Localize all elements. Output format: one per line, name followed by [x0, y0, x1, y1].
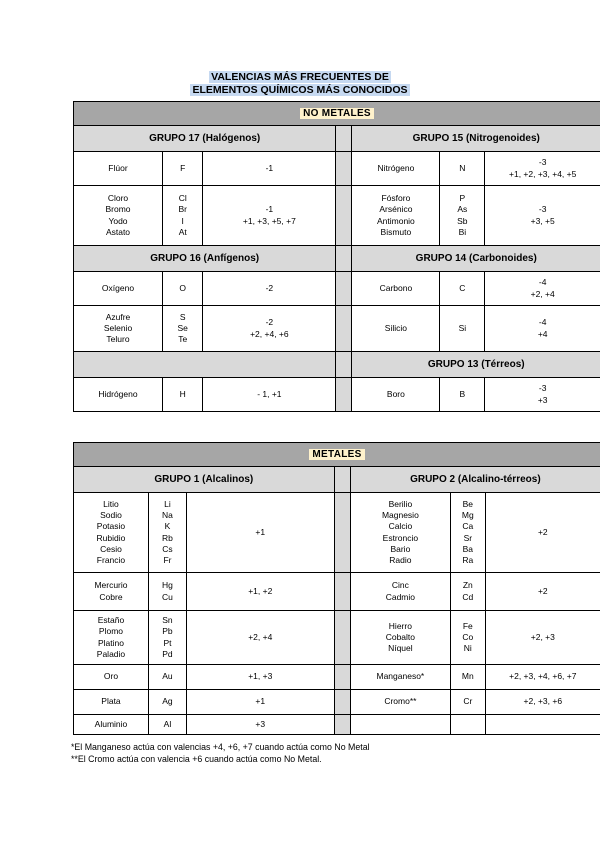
element-symbol-cell — [148, 665, 186, 690]
metales-table — [73, 442, 600, 735]
element-symbol-cell — [451, 573, 486, 611]
element-symbol-cell — [451, 493, 486, 573]
column-spacer — [336, 378, 352, 412]
footnotes — [71, 741, 370, 765]
element-name-cell — [352, 272, 440, 306]
element-symbol: Cr — [463, 696, 473, 707]
element-name: Hierro — [388, 620, 412, 631]
element-valence: -3 — [538, 383, 547, 394]
element-symbol-cell — [440, 186, 485, 246]
element-valence-cell — [186, 611, 334, 665]
element-symbol: Si — [458, 322, 467, 333]
element-symbol: At — [178, 226, 187, 237]
element-symbol: Pd — [162, 648, 173, 659]
element-valence-cell — [485, 690, 600, 715]
element-name: Carbono — [379, 282, 413, 293]
element-name: Magnesio — [381, 509, 419, 520]
element-name: Cinc — [391, 580, 409, 591]
title-line-1: VALENCIAS MÁS FRECUENTES DE — [211, 71, 389, 83]
element-row — [74, 306, 600, 352]
element-name: Rubidio — [96, 532, 126, 543]
element-valence: -3 — [538, 204, 547, 215]
group-header-right: GRUPO 13 (Térreos) — [352, 352, 600, 378]
element-name-cell — [74, 665, 149, 690]
element-name-cell — [352, 378, 440, 412]
element-valence: +2 — [537, 585, 548, 596]
element-valence: -4 — [538, 317, 547, 328]
element-name: Yodo — [108, 215, 128, 226]
element-name: Cobalto — [385, 631, 416, 642]
element-name-cell — [350, 665, 450, 690]
group-header-left: GRUPO 1 (Alcalinos) — [74, 467, 335, 493]
element-valence-cell — [485, 306, 600, 352]
element-valence-cell — [203, 272, 336, 306]
element-symbol: Li — [164, 498, 171, 509]
element-symbol: Rb — [162, 532, 173, 543]
column-spacer — [334, 467, 350, 493]
element-valence-cell — [203, 152, 336, 186]
element-valence: +4 — [537, 328, 548, 339]
element-name: Berilio — [388, 498, 413, 509]
element-valence-cell — [186, 573, 334, 611]
element-name: Potasio — [96, 521, 126, 532]
element-name: Plomo — [98, 626, 124, 637]
column-spacer — [334, 665, 350, 690]
element-valence-cell — [186, 715, 334, 735]
column-spacer — [334, 573, 350, 611]
section-header-row — [74, 102, 600, 126]
element-valence: +2, +3, +6 — [523, 696, 563, 707]
element-symbol-cell — [451, 715, 486, 735]
element-valence: -1 — [265, 204, 274, 215]
element-symbol: Cl — [178, 192, 187, 203]
footnote-cromo: **El Cromo actúa con valencia +6 cuando actúa como No Metal. — [71, 754, 322, 764]
group-header-row — [74, 126, 600, 152]
element-valence: -3 — [538, 157, 547, 168]
element-name-cell — [74, 573, 149, 611]
element-name: Estroncio — [382, 532, 419, 543]
element-symbol: Ra — [462, 555, 474, 566]
element-symbol: Ag — [162, 696, 173, 707]
column-spacer — [336, 126, 352, 152]
element-name: Platino — [97, 637, 124, 648]
title-line-2: ELEMENTOS QUÍMICOS MÁS CONOCIDOS — [192, 84, 408, 96]
element-row — [74, 665, 600, 690]
element-row — [74, 573, 600, 611]
element-name: Francio — [96, 555, 126, 566]
element-valence: -2 — [265, 317, 274, 328]
element-row — [74, 378, 600, 412]
element-name: Teluro — [106, 334, 130, 345]
element-symbol-cell — [162, 306, 202, 352]
element-symbol-cell — [148, 573, 186, 611]
element-valence: +1 — [255, 526, 266, 537]
element-valence: -4 — [538, 277, 547, 288]
element-row — [74, 272, 600, 306]
element-symbol: Te — [178, 334, 188, 345]
element-name: Níquel — [388, 643, 413, 654]
element-symbol-cell — [148, 690, 186, 715]
group-header-left: GRUPO 16 (Anfígenos) — [74, 246, 336, 272]
element-symbol: Au — [162, 671, 173, 682]
element-symbol: F — [180, 162, 186, 173]
element-valence: +1, +2 — [248, 585, 273, 596]
column-spacer — [336, 272, 352, 306]
element-name: Paladio — [96, 648, 126, 659]
element-name: Bario — [390, 543, 411, 554]
element-name-cell — [74, 611, 149, 665]
element-valence-cell — [485, 186, 600, 246]
element-name-cell — [352, 186, 440, 246]
section-header-row — [74, 443, 600, 467]
element-symbol-cell — [451, 611, 486, 665]
element-valence: - 1, +1 — [257, 388, 282, 399]
element-symbol-cell — [440, 152, 485, 186]
element-name: Boro — [386, 388, 405, 399]
element-name: Cobre — [99, 591, 123, 602]
element-name-cell — [74, 152, 163, 186]
element-name: Flúor — [108, 162, 128, 173]
element-symbol: P — [459, 192, 466, 203]
element-name-cell — [74, 378, 163, 412]
element-valence-cell — [203, 306, 336, 352]
element-symbol-cell — [440, 378, 485, 412]
element-name-cell — [350, 573, 450, 611]
column-spacer — [334, 690, 350, 715]
element-symbol: I — [181, 215, 184, 226]
element-valence: +1 — [255, 696, 266, 707]
element-name-cell — [350, 493, 450, 573]
element-name: Bismuto — [380, 226, 412, 237]
element-name: Cesio — [100, 543, 122, 554]
element-symbol: Na — [162, 509, 173, 520]
element-name: Azufre — [105, 311, 131, 322]
element-name-cell — [74, 715, 149, 735]
element-name-cell — [350, 715, 450, 735]
element-symbol: Se — [177, 322, 188, 333]
element-name-cell — [350, 690, 450, 715]
element-valence-cell — [485, 715, 600, 735]
element-valence-cell — [186, 665, 334, 690]
element-valence: +2, +4, +6 — [250, 328, 289, 339]
element-valence: +2, +3, +4, +6, +7 — [509, 671, 577, 682]
element-symbol: Sn — [162, 614, 173, 625]
element-row — [74, 152, 600, 186]
element-name-cell — [352, 152, 440, 186]
column-spacer — [334, 715, 350, 735]
element-valence-cell — [485, 665, 600, 690]
element-symbol: Pt — [163, 637, 172, 648]
element-valence: +2, +3 — [530, 631, 555, 642]
element-symbol: Br — [178, 204, 187, 215]
element-symbol: Fe — [462, 620, 473, 631]
element-valence: +1, +3, +5, +7 — [242, 215, 296, 226]
element-name: Silicio — [384, 322, 407, 333]
element-symbol: Sr — [463, 532, 473, 543]
element-valence: -2 — [265, 282, 274, 293]
element-row — [74, 493, 600, 573]
element-name: Antimonio — [376, 215, 415, 226]
element-symbol: Fr — [163, 555, 172, 566]
element-symbol-cell — [148, 715, 186, 735]
element-name: Cloro — [107, 192, 129, 203]
element-name: Selenio — [103, 322, 133, 333]
element-name-cell — [352, 306, 440, 352]
element-valence-cell — [203, 378, 336, 412]
element-name: Fósforo — [381, 192, 411, 203]
element-valence: +1, +3 — [248, 671, 273, 682]
element-valence-cell — [485, 272, 600, 306]
document-title — [0, 71, 600, 97]
column-spacer — [336, 152, 352, 186]
element-valence-cell — [186, 690, 334, 715]
element-symbol-cell — [440, 306, 485, 352]
element-symbol: H — [179, 388, 186, 399]
element-valence: +3, +5 — [530, 215, 555, 226]
element-name: Arsénico — [379, 204, 413, 215]
element-row — [74, 690, 600, 715]
element-row — [74, 186, 600, 246]
column-spacer — [336, 186, 352, 246]
element-symbol: Co — [462, 631, 474, 642]
element-symbol: Mn — [461, 671, 474, 682]
element-symbol-cell — [162, 186, 202, 246]
section-header-cell — [74, 102, 600, 126]
element-valence: +2, +4 — [248, 631, 273, 642]
group-header-right: GRUPO 15 (Nitrogenoides) — [352, 126, 600, 152]
column-spacer — [336, 306, 352, 352]
element-name: Calcio — [388, 521, 413, 532]
element-symbol-cell — [162, 378, 202, 412]
element-name-cell — [74, 690, 149, 715]
element-symbol: S — [179, 311, 186, 322]
element-symbol: Bi — [458, 226, 467, 237]
element-symbol: Al — [163, 718, 172, 729]
element-symbol-cell — [162, 272, 202, 306]
element-symbol-cell — [162, 152, 202, 186]
section-header: NO METALES — [300, 108, 374, 119]
element-valence: -1 — [265, 162, 274, 173]
section-header-cell — [74, 443, 600, 467]
element-row — [74, 611, 600, 665]
group-header-row — [74, 352, 600, 378]
element-name: Mercurio — [94, 580, 128, 591]
element-symbol: Ba — [462, 543, 474, 554]
element-valence-cell — [485, 378, 600, 412]
group-header-left: GRUPO 17 (Halógenos) — [74, 126, 336, 152]
element-symbol: N — [459, 162, 466, 173]
element-symbol-cell — [148, 611, 186, 665]
element-name: Estaño — [97, 614, 125, 625]
column-spacer — [334, 611, 350, 665]
element-symbol: Cs — [162, 543, 173, 554]
element-name-cell — [74, 306, 163, 352]
element-valence: +2, +4 — [530, 288, 555, 299]
element-symbol: C — [459, 282, 466, 293]
element-symbol: Zn — [462, 580, 473, 591]
element-valence: +3 — [255, 718, 266, 729]
column-spacer — [336, 246, 352, 272]
element-symbol: Pb — [162, 626, 173, 637]
element-name: Oro — [103, 671, 119, 682]
element-symbol: Sb — [457, 215, 468, 226]
element-symbol: O — [179, 282, 187, 293]
element-symbol: Cu — [162, 591, 173, 602]
element-name: Nitrógeno — [377, 162, 415, 173]
footnote-manganeso: *El Manganeso actúa con valencias +4, +6, +7 cuando actúa como No Metal — [71, 742, 370, 752]
element-valence-cell — [485, 152, 600, 186]
element-name: Astato — [105, 226, 131, 237]
element-name-cell — [74, 272, 163, 306]
element-symbol: B — [459, 388, 466, 399]
element-name-cell — [74, 186, 163, 246]
element-name: Bromo — [105, 204, 131, 215]
element-symbol-cell — [148, 493, 186, 573]
element-name-cell — [350, 611, 450, 665]
element-valence: +2 — [537, 526, 548, 537]
element-name: Sodio — [100, 509, 122, 520]
element-name: Cadmio — [385, 591, 416, 602]
no-metales-table — [73, 101, 600, 412]
element-symbol-cell — [451, 665, 486, 690]
element-symbol-cell — [440, 272, 485, 306]
element-name: Hidrógeno — [98, 388, 138, 399]
element-valence-cell — [186, 493, 334, 573]
element-valence-cell — [485, 611, 600, 665]
group-header-row — [74, 246, 600, 272]
element-name: Aluminio — [94, 718, 128, 729]
element-name: Cromo** — [384, 696, 417, 707]
element-symbol-cell — [451, 690, 486, 715]
element-valence-cell — [485, 573, 600, 611]
element-name: Radio — [389, 555, 412, 566]
element-row — [74, 715, 600, 735]
section-header: METALES — [309, 449, 364, 460]
element-symbol: Ni — [463, 643, 472, 654]
column-spacer — [334, 493, 350, 573]
element-symbol: Hg — [162, 580, 173, 591]
element-valence: +3 — [537, 394, 548, 405]
element-name: Oxígeno — [101, 282, 135, 293]
element-valence-cell — [203, 186, 336, 246]
group-header-left — [74, 352, 336, 378]
element-name: Litio — [103, 498, 119, 509]
element-symbol: Ca — [462, 521, 474, 532]
element-name: Plata — [101, 696, 121, 707]
element-name-cell — [74, 493, 149, 573]
group-header-right: GRUPO 14 (Carbonoides) — [352, 246, 600, 272]
group-header-row — [74, 467, 600, 493]
element-name: Manganeso* — [376, 671, 425, 682]
element-valence-cell — [485, 493, 600, 573]
element-symbol: Cd — [462, 591, 474, 602]
element-valence: +1, +2, +3, +4, +5 — [509, 168, 577, 179]
element-symbol: As — [457, 204, 468, 215]
element-symbol: K — [164, 521, 171, 532]
group-header-right: GRUPO 2 (Alcalino-térreos) — [350, 467, 600, 493]
element-symbol: Be — [462, 498, 474, 509]
element-symbol: Mg — [461, 509, 474, 520]
column-spacer — [336, 352, 352, 378]
